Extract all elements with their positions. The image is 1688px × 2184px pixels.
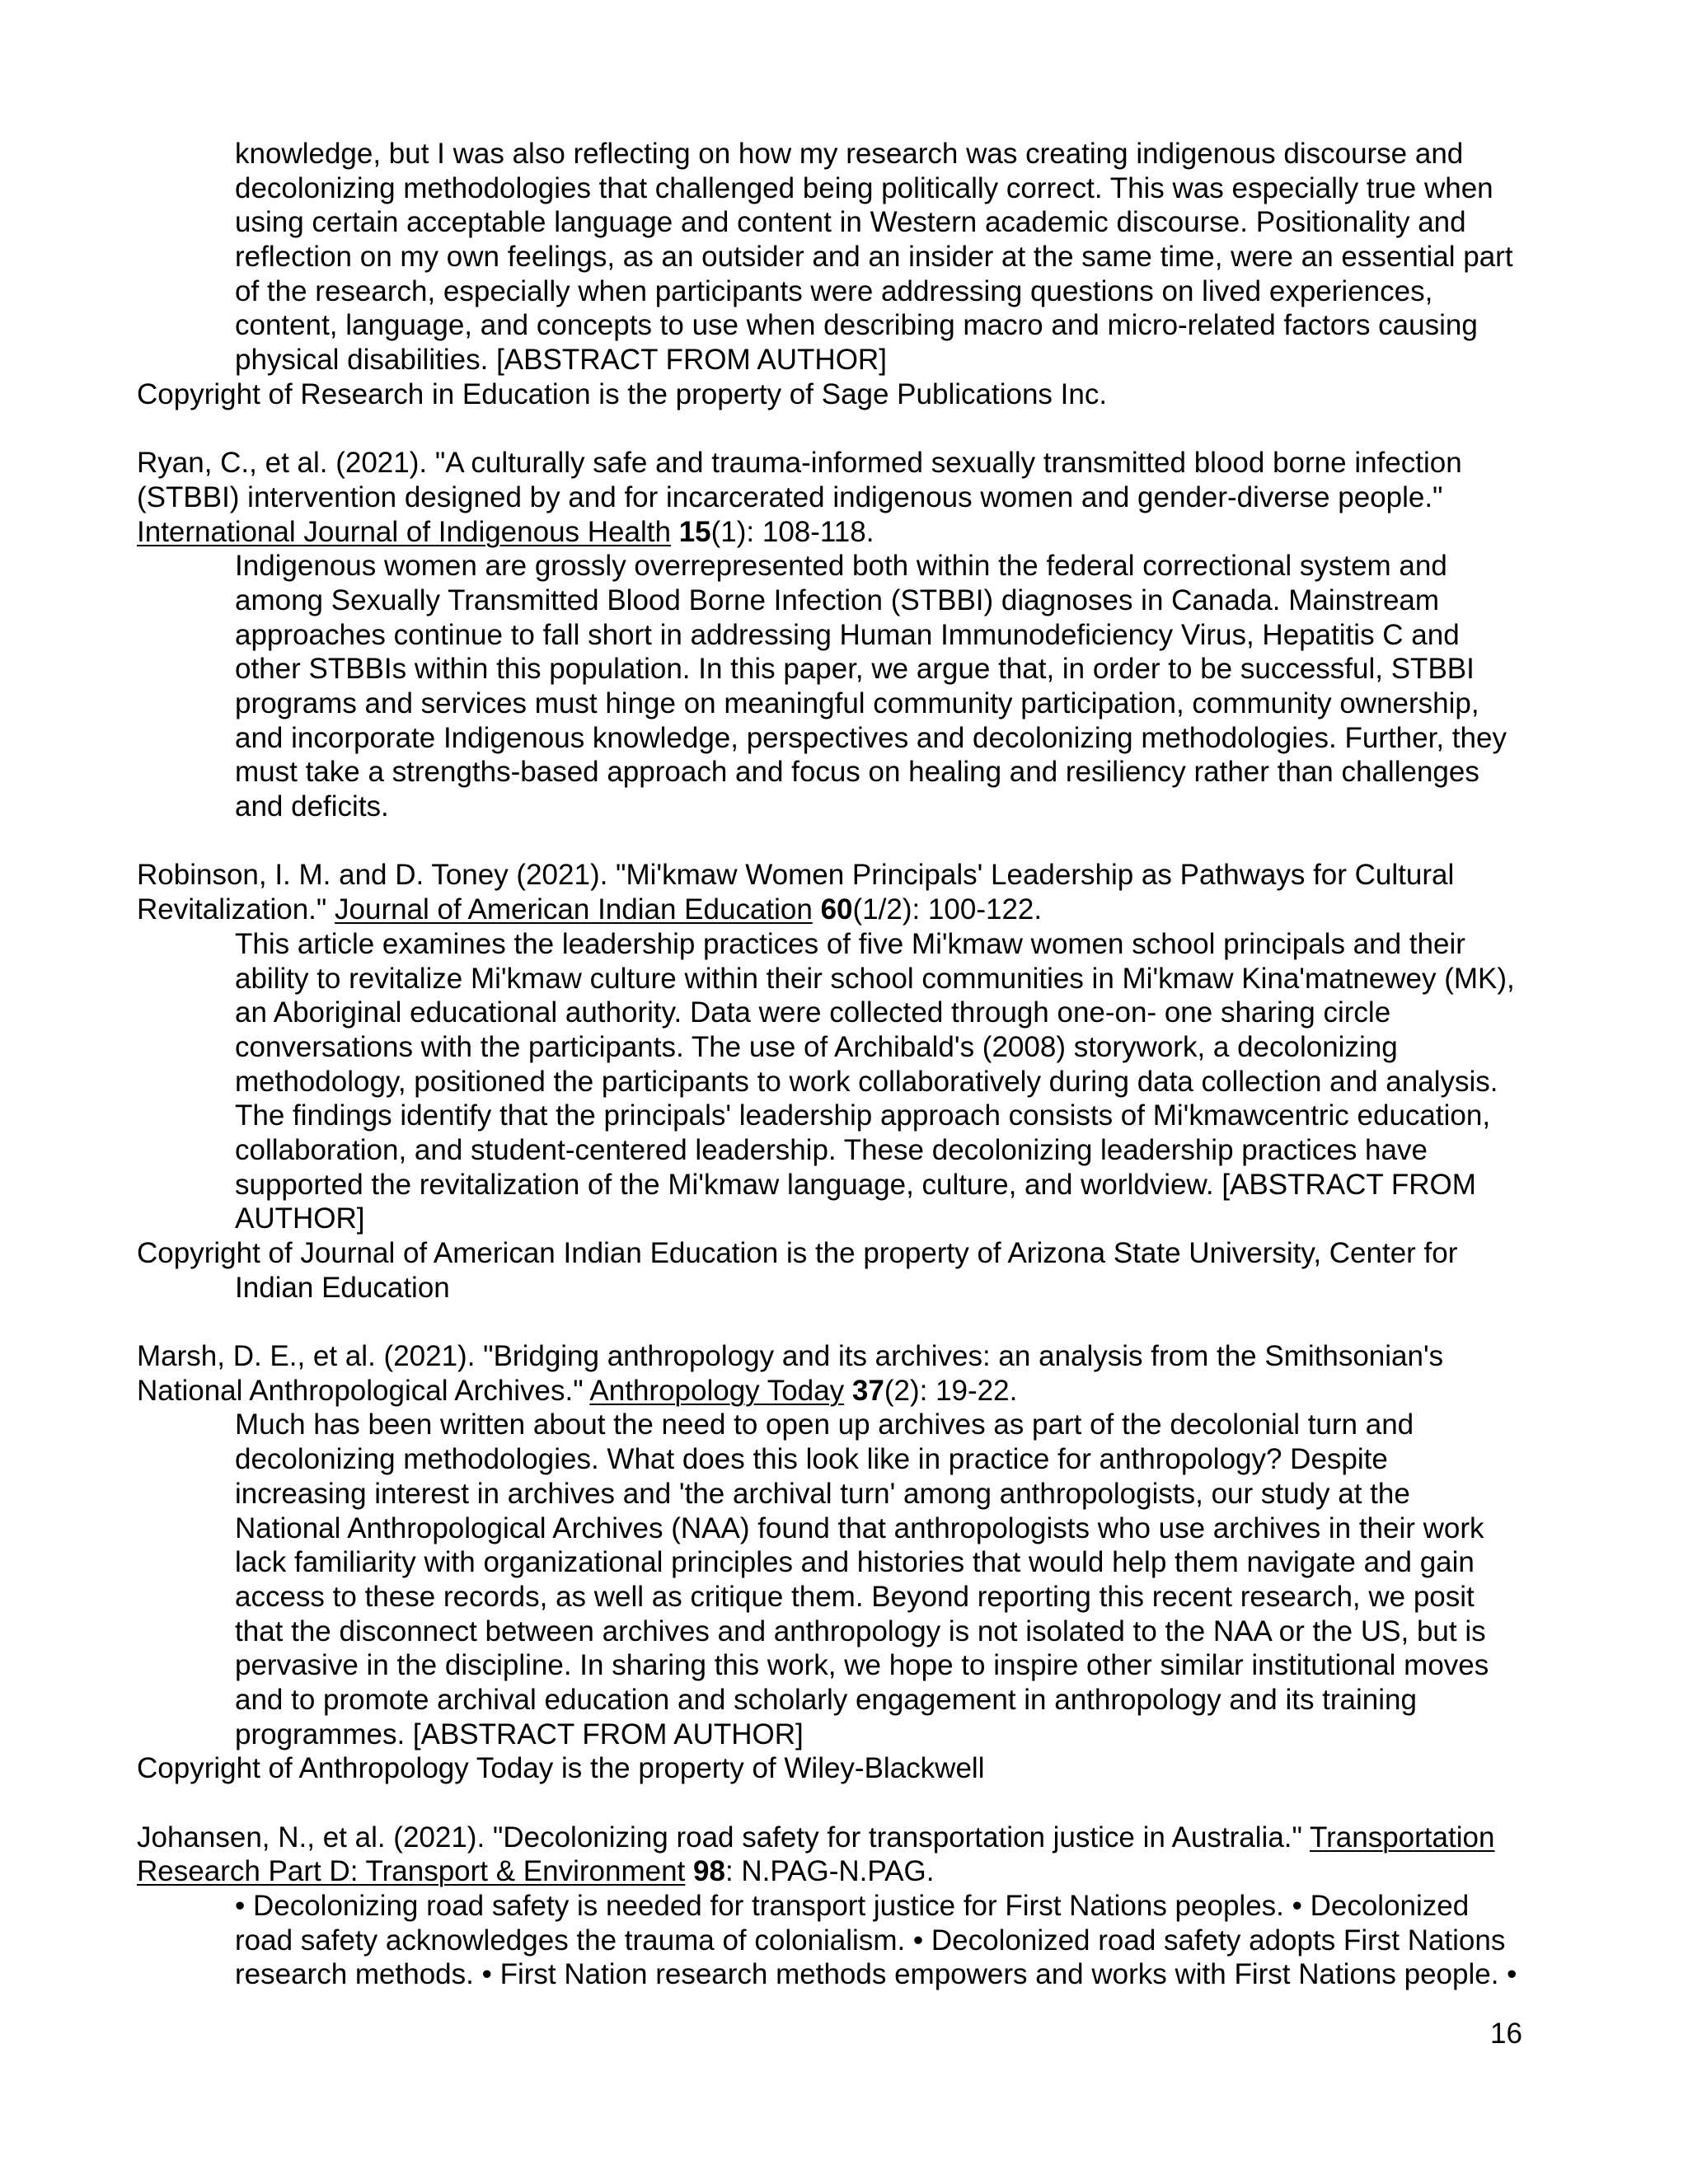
journal-volume: 15 — [678, 515, 711, 548]
abstract-line: decolonizing methodologies that challenged being politically correct. This was especially true when — [235, 171, 1493, 204]
citation-pages: (1/2): 100-122. — [852, 893, 1043, 926]
abstract — [137, 1889, 1575, 1992]
bibliography-content — [137, 137, 1575, 1992]
citation-pages: (2): 19-22. — [884, 1374, 1018, 1407]
citation-line — [137, 1821, 1575, 1855]
citation-text: Revitalization." — [137, 893, 335, 926]
abstract-line: and incorporate Indigenous knowledge, perspectives and decolonizing methodologies. Further, they — [235, 721, 1507, 754]
citation-line: Ryan, C., et al. (2021). "A culturally safe and trauma-informed sexually transmitted blood borne infection — [137, 447, 1462, 480]
abstract-line: supported the revitalization of the Mi'kmaw language, culture, and worldview. [ABSTRACT FROM — [235, 1168, 1476, 1201]
citation-text: Johansen, N., et al. (2021). "Decolonizing road safety for transportation justice in Australia." — [137, 1821, 1311, 1854]
citation-line — [137, 515, 1575, 550]
abstract-line: that the disconnect between archives and anthropology is not isolated to the NAA or the US, but is — [235, 1615, 1486, 1647]
abstract — [137, 1408, 1575, 1751]
abstract-line: conversations with the participants. The use of Archibald's (2008) storywork, a decolonizing — [235, 1030, 1398, 1063]
journal-title: Research Part D: Transport & Environment — [137, 1855, 686, 1888]
bibliography-entry — [137, 1339, 1575, 1786]
journal-volume: 98 — [693, 1855, 725, 1888]
abstract-line: and to promote archival education and scholarly engagement in anthropology and its training — [235, 1683, 1417, 1716]
copyright-line: Copyright of Research in Education is the property of Sage Publications Inc. — [137, 377, 1108, 410]
abstract-line: other STBBIs within this population. In this paper, we argue that, in order to be successful, STBBI — [235, 653, 1475, 686]
citation-pages: (1): 108-118. — [710, 515, 874, 548]
bibliography-entry — [137, 1821, 1575, 1992]
abstract-line: decolonizing methodologies. What does this look like in practice for anthropology? Despite — [235, 1443, 1388, 1476]
abstract-line: collaboration, and student-centered leadership. These decolonizing leadership practices have — [235, 1133, 1428, 1166]
copyright-line: Indian Education — [235, 1271, 450, 1304]
journal-title: International Journal of Indigenous Health — [137, 515, 671, 548]
copyright-line: Copyright of Journal of American Indian Education is the property of Arizona State University, Center for — [137, 1237, 1458, 1269]
abstract-line: programmes. [ABSTRACT FROM AUTHOR] — [235, 1718, 804, 1750]
abstract-line: reflection on my own feelings, as an outsider and an insider at the same time, were an essential part — [235, 241, 1513, 274]
citation-line — [137, 1854, 1575, 1889]
entry-spacer — [137, 1786, 1575, 1821]
entry-spacer — [137, 824, 1575, 859]
citation-line: Robinson, I. M. and D. Toney (2021). "Mi'kmaw Women Principals' Leadership as Pathways for Cultural — [137, 859, 1455, 892]
abstract-line: The findings identify that the principals' leadership approach consists of Mi'kmawcentric education, — [235, 1099, 1491, 1132]
entry-spacer — [137, 412, 1575, 447]
abstract-line: • Decolonizing road safety is needed for transport justice for First Nations peoples. • Decolonized — [235, 1890, 1470, 1923]
citation-line — [137, 1374, 1575, 1408]
journal-title: Transportation — [1310, 1821, 1495, 1854]
abstract-line: content, language, and concepts to use when describing macro and micro-related factors causing — [235, 309, 1478, 342]
continued-entry — [137, 137, 1575, 412]
abstract-line: methodology, positioned the participants to work collaboratively during data collection and analysis. — [235, 1065, 1498, 1098]
journal-volume: 37 — [851, 1374, 884, 1407]
abstract-line: physical disabilities. [ABSTRACT FROM AUTHOR] — [235, 344, 887, 377]
abstract-line: This article examines the leadership practices of five Mi'kmaw women school principals and their — [235, 927, 1465, 960]
abstract-line: pervasive in the discipline. In sharing this work, we hope to inspire other similar institutional moves — [235, 1649, 1489, 1682]
abstract-line: must take a strengths-based approach and focus on healing and resiliency rather than challenges — [235, 756, 1479, 789]
abstract-line: road safety acknowledges the trauma of colonialism. • Decolonized road safety adopts First Nations — [235, 1924, 1506, 1957]
abstract-line: approaches continue to fall short in addressing Human Immunodeficiency Virus, Hepatitis C and — [235, 618, 1460, 651]
bibliography-entry — [137, 858, 1575, 1305]
abstract-line: and deficits. — [235, 790, 389, 823]
abstract-line: access to these records, as well as critique them. Beyond reporting this recent research, we posit — [235, 1580, 1475, 1613]
abstract-line: Indigenous women are grossly overrepresented both within the federal correctional system and — [235, 550, 1447, 583]
abstract — [137, 927, 1575, 1236]
abstract-line: an Aboriginal educational authority. Data were collected through one-on- one sharing circle — [235, 996, 1391, 1029]
citation-line — [137, 893, 1575, 927]
abstract-line: lack familiarity with organizational principles and histories that would help them navigate and gain — [235, 1546, 1475, 1579]
abstract-line: of the research, especially when participants were addressing questions on lived experiences, — [235, 274, 1433, 307]
abstract-line: increasing interest in archives and 'the archival turn' among anthropologists, our study at the — [235, 1477, 1410, 1510]
abstract-line: Much has been written about the need to open up archives as part of the decolonial turn and — [235, 1408, 1414, 1441]
bibliography-entry — [137, 446, 1575, 824]
journal-title: Anthropology Today — [589, 1374, 845, 1407]
citation-line: Marsh, D. E., et al. (2021). "Bridging anthropology and its archives: an analysis from the Smithsonian's — [137, 1340, 1444, 1373]
abstract — [137, 549, 1575, 824]
abstract-line: National Anthropological Archives (NAA) found that anthropologists who use archives in their work — [235, 1511, 1484, 1544]
abstract-line: AUTHOR] — [235, 1202, 365, 1235]
abstract-line: knowledge, but I was also reflecting on how my research was creating indigenous discourse and — [235, 138, 1464, 170]
journal-title: Journal of American Indian Education — [335, 893, 813, 926]
abstract-line: research methods. • First Nation research methods empowers and works with First Nations people. • — [235, 1958, 1517, 1991]
abstract-line: using certain acceptable language and content in Western academic discourse. Positionality and — [235, 206, 1466, 239]
page-number: 16 — [1490, 2018, 1522, 2050]
journal-volume: 60 — [820, 893, 853, 926]
abstract-line: ability to revitalize Mi'kmaw culture within their school communities in Mi'kmaw Kina'matnewey (MK), — [235, 962, 1515, 995]
citation-line: (STBBI) intervention designed by and for incarcerated indigenous women and gender-diverse people." — [137, 480, 1443, 513]
citation-text: National Anthropological Archives." — [137, 1374, 590, 1407]
continued-abstract — [137, 137, 1575, 377]
abstract-line: programs and services must hinge on meaningful community participation, community ownership, — [235, 687, 1479, 719]
copyright-line: Copyright of Anthropology Today is the property of Wiley-Blackwell — [137, 1752, 985, 1785]
entry-spacer — [137, 1305, 1575, 1339]
abstract-line: among Sexually Transmitted Blood Borne Infection (STBBI) diagnoses in Canada. Mainstream — [235, 583, 1440, 616]
citation-pages: : N.PAG-N.PAG. — [724, 1855, 935, 1888]
